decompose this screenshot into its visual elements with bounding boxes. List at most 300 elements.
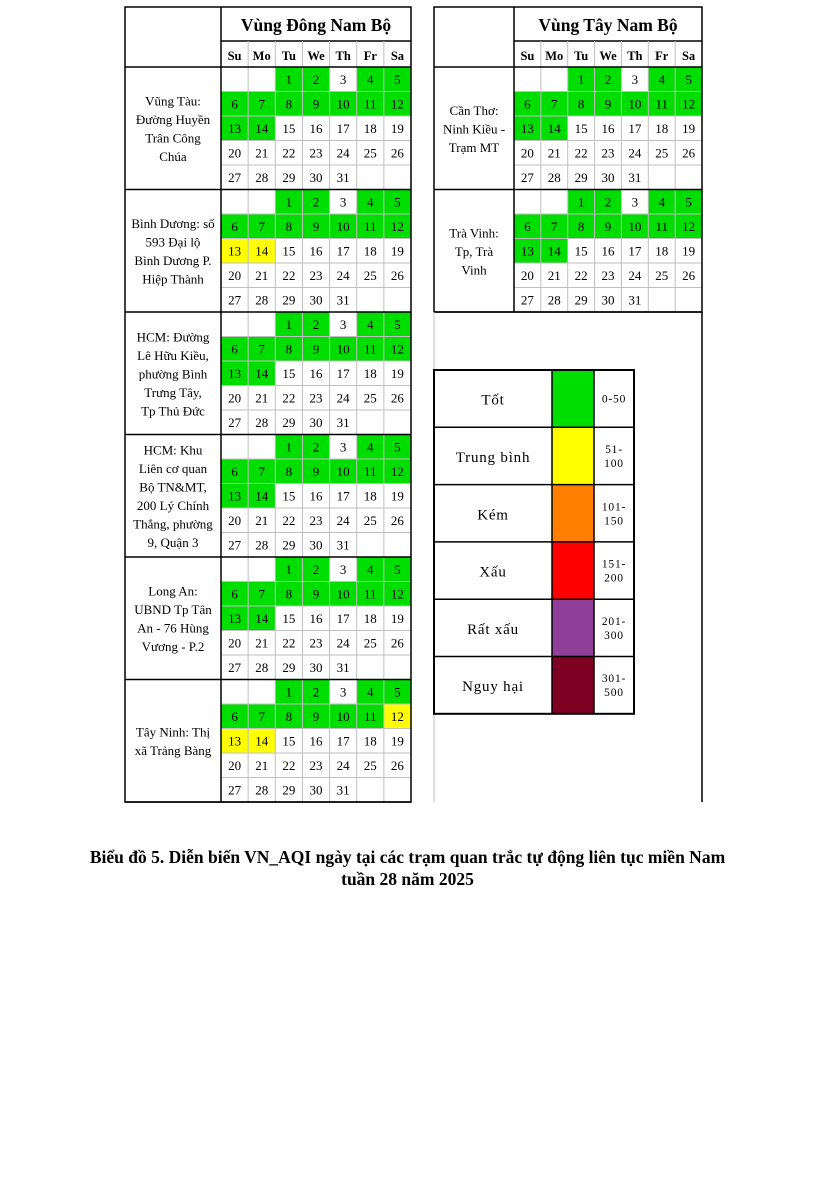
day-number: 30 (309, 660, 323, 675)
day-number: 15 (282, 121, 296, 136)
day-number: 13 (228, 121, 242, 136)
day-number: 3 (631, 194, 639, 210)
day-number: 3 (339, 684, 347, 700)
day-number: 12 (390, 96, 404, 112)
day-number: 12 (390, 464, 404, 479)
day-header: Su (227, 49, 242, 63)
day-number: 24 (336, 758, 350, 773)
day-number: 25 (363, 390, 377, 406)
day-number: 10 (336, 464, 350, 479)
station-label: UBND Tp Tân (134, 602, 212, 617)
day-number: 6 (231, 709, 238, 724)
day-number: 22 (574, 268, 588, 283)
day-header: We (307, 49, 325, 63)
day-number: 19 (390, 366, 404, 381)
day-number: 7 (551, 96, 558, 112)
day-number: 19 (390, 121, 404, 136)
day-number: 11 (655, 96, 668, 112)
legend-swatch (552, 599, 594, 656)
day-number: 28 (255, 170, 269, 185)
legend-swatch (552, 427, 594, 484)
day-number: 14 (547, 121, 561, 136)
station-label: Vương - P.2 (141, 639, 205, 654)
legend-range: 100 (604, 457, 624, 470)
station-label: An - 76 Hùng (137, 620, 209, 636)
day-number: 5 (394, 562, 401, 577)
day-number: 5 (394, 317, 401, 332)
day-number: 23 (309, 635, 323, 651)
day-number: 4 (658, 194, 665, 210)
day-number: 5 (394, 439, 401, 455)
day-number: 6 (524, 219, 531, 234)
station-label: Cần Thơ: (449, 102, 499, 118)
day-number: 8 (285, 96, 293, 112)
day-number: 19 (390, 733, 404, 749)
day-number: 24 (336, 145, 350, 161)
station-label: Chúa (159, 149, 187, 164)
day-number: 5 (394, 684, 401, 700)
day-number: 3 (339, 72, 347, 87)
day-number: 16 (309, 366, 323, 381)
day-number: 3 (631, 72, 639, 87)
legend-range: 500 (604, 687, 624, 700)
day-number: 29 (282, 170, 296, 185)
day-number: 30 (601, 170, 615, 185)
day-number: 14 (255, 243, 269, 259)
legend-swatch (552, 542, 594, 599)
day-number: 26 (390, 145, 404, 161)
station-label: Hiệp Thành (142, 271, 204, 287)
day-number: 13 (228, 733, 242, 749)
legend-swatch (552, 657, 594, 714)
day-number: 10 (628, 219, 642, 234)
day-number: 28 (547, 292, 561, 308)
day-number: 23 (601, 145, 615, 161)
legend-range: 201- (601, 615, 627, 628)
day-number: 21 (255, 513, 269, 528)
day-number: 28 (547, 170, 561, 185)
day-number: 2 (604, 194, 612, 210)
day-number: 9 (312, 709, 320, 724)
day-number: 9 (312, 96, 320, 112)
station-label: Lê Hữu Kiều, (137, 347, 209, 363)
day-number: 27 (520, 292, 534, 308)
day-number: 6 (524, 96, 531, 112)
day-number: 29 (282, 292, 296, 308)
day-number: 5 (685, 194, 692, 210)
day-number: 21 (255, 635, 269, 651)
day-header: We (599, 49, 617, 63)
day-number: 1 (285, 72, 293, 87)
day-number: 31 (628, 292, 642, 308)
caption-line-1: Biểu đồ 5. Diễn biến VN_AQI ngày tại các trạm quan trắc tự động liên tục miền Nam (89, 847, 726, 867)
station-label: Tp, Trà (454, 243, 494, 259)
day-number: 15 (282, 366, 296, 381)
day-number: 12 (390, 586, 404, 602)
day-number: 3 (339, 317, 347, 332)
legend-range: 51- (605, 443, 623, 456)
day-number: 1 (285, 317, 293, 332)
day-number: 16 (309, 488, 323, 504)
day-number: 19 (390, 243, 404, 259)
day-number: 31 (336, 660, 350, 675)
day-number: 8 (285, 341, 293, 357)
day-number: 20 (228, 635, 242, 651)
day-number: 19 (390, 488, 404, 504)
day-number: 26 (390, 635, 404, 651)
day-number: 15 (282, 733, 296, 749)
day-number: 29 (574, 170, 588, 185)
day-number: 8 (577, 219, 585, 234)
day-number: 29 (282, 782, 296, 798)
day-number: 11 (364, 464, 377, 479)
day-number: 21 (255, 145, 269, 161)
day-number: 24 (628, 268, 642, 283)
station-label: 9, Quận 3 (147, 535, 199, 550)
day-number: 13 (520, 121, 534, 136)
day-number: 20 (228, 390, 242, 406)
day-number: 20 (520, 145, 534, 161)
legend-range: 151- (601, 558, 627, 571)
day-number: 26 (390, 390, 404, 406)
station-label: Long An: (148, 583, 198, 599)
day-number: 10 (336, 586, 350, 602)
day-number: 22 (574, 145, 588, 161)
day-number: 9 (604, 219, 612, 234)
day-number: 11 (655, 219, 668, 234)
day-number: 5 (394, 72, 401, 87)
day-number: 14 (255, 611, 269, 626)
day-number: 9 (312, 464, 320, 479)
day-number: 2 (312, 72, 320, 87)
day-number: 25 (655, 268, 669, 283)
day-number: 10 (336, 709, 350, 724)
day-number: 11 (364, 709, 377, 724)
station-label: Vinh (461, 262, 487, 278)
day-number: 23 (601, 268, 615, 283)
day-number: 12 (390, 219, 404, 234)
day-number: 30 (309, 537, 323, 553)
day-number: 8 (285, 464, 293, 479)
day-number: 15 (574, 243, 588, 259)
day-number: 31 (336, 292, 350, 308)
day-number: 23 (309, 513, 323, 528)
day-number: 28 (255, 660, 269, 675)
day-number: 21 (255, 390, 269, 406)
day-number: 31 (336, 782, 350, 798)
day-number: 8 (285, 709, 293, 724)
day-number: 25 (363, 268, 377, 283)
day-number: 14 (255, 366, 269, 381)
day-number: 17 (336, 121, 350, 136)
station-label: Bộ TN&MT, (139, 479, 207, 495)
day-number: 4 (367, 684, 374, 700)
station-label: xã Trảng Bàng (134, 743, 212, 758)
day-number: 11 (364, 219, 377, 234)
day-number: 1 (577, 194, 585, 210)
day-number: 18 (363, 733, 377, 749)
day-number: 20 (228, 145, 242, 161)
day-number: 20 (520, 268, 534, 283)
day-number: 6 (231, 341, 238, 357)
day-number: 30 (309, 415, 323, 430)
day-number: 17 (628, 121, 642, 136)
day-number: 18 (655, 121, 669, 136)
day-number: 18 (655, 243, 669, 259)
day-header: Tu (574, 49, 589, 63)
day-number: 1 (577, 72, 585, 87)
day-number: 10 (336, 96, 350, 112)
day-number: 26 (682, 268, 696, 283)
day-number: 16 (309, 611, 323, 626)
station-label: Vũng Tàu: (145, 93, 201, 109)
day-number: 30 (309, 292, 323, 308)
day-number: 29 (282, 415, 296, 430)
day-number: 15 (282, 488, 296, 504)
day-number: 14 (255, 488, 269, 504)
legend-range: 300 (604, 629, 624, 642)
day-number: 18 (363, 366, 377, 381)
day-number: 14 (255, 733, 269, 749)
legend-range: 101- (601, 501, 627, 514)
station-label: Tây Ninh: Thị (135, 724, 211, 740)
day-number: 30 (309, 170, 323, 185)
day-number: 3 (339, 562, 347, 577)
day-number: 24 (336, 635, 350, 651)
day-number: 17 (336, 243, 350, 259)
legend-range: 301- (601, 673, 627, 686)
legend-label: Trung bình (455, 449, 531, 466)
day-number: 4 (367, 562, 374, 577)
station-label: HCM: Khu (143, 442, 203, 458)
day-number: 23 (309, 758, 323, 773)
station-label: Trà Vinh: (449, 225, 499, 241)
day-number: 11 (364, 586, 377, 602)
legend-range: 0-50 (601, 393, 627, 406)
day-number: 16 (601, 243, 615, 259)
figure-caption (0, 846, 815, 890)
day-number: 19 (682, 121, 696, 136)
day-number: 12 (390, 341, 404, 357)
day-number: 15 (282, 611, 296, 626)
day-number: 24 (336, 513, 350, 528)
station-label: Liên cơ quan (138, 461, 208, 476)
day-number: 8 (285, 219, 293, 234)
day-number: 5 (394, 194, 401, 210)
day-number: 22 (282, 635, 296, 651)
day-number: 22 (282, 145, 296, 161)
day-number: 9 (312, 341, 320, 357)
day-number: 17 (628, 243, 642, 259)
day-number: 26 (390, 513, 404, 528)
day-number: 24 (628, 145, 642, 161)
station-label: Thắng, phường (133, 516, 213, 532)
day-number: 7 (258, 586, 265, 602)
day-number: 27 (228, 660, 242, 675)
day-number: 18 (363, 243, 377, 259)
day-number: 24 (336, 268, 350, 283)
day-number: 17 (336, 611, 350, 626)
day-number: 4 (367, 194, 374, 210)
day-number: 16 (309, 243, 323, 259)
day-number: 13 (228, 243, 242, 259)
day-number: 7 (258, 709, 265, 724)
station-label: Đường Huyền (135, 112, 211, 127)
day-header: Th (627, 49, 643, 63)
legend-swatch (552, 485, 594, 542)
day-number: 2 (312, 194, 320, 210)
day-number: 30 (309, 782, 323, 798)
day-number: 13 (228, 611, 242, 626)
day-number: 2 (312, 439, 320, 455)
day-header: Mo (252, 49, 271, 63)
station-label: Ninh Kiều - (442, 121, 506, 137)
day-number: 27 (520, 170, 534, 185)
day-number: 16 (601, 121, 615, 136)
day-number: 31 (336, 537, 350, 553)
day-number: 6 (231, 219, 238, 234)
day-number: 29 (282, 660, 296, 675)
day-number: 21 (547, 145, 561, 161)
day-number: 12 (390, 709, 404, 724)
station-label: phường Bình (138, 366, 208, 382)
day-number: 29 (282, 537, 296, 553)
day-number: 13 (228, 488, 242, 504)
legend-swatch (552, 370, 594, 427)
day-number: 21 (255, 268, 269, 283)
day-number: 31 (336, 170, 350, 185)
station-label: Tp Thủ Đức (141, 403, 205, 419)
day-number: 9 (312, 586, 320, 602)
day-number: 25 (363, 145, 377, 161)
day-number: 18 (363, 611, 377, 626)
day-number: 13 (228, 366, 242, 381)
day-number: 10 (336, 219, 350, 234)
day-number: 8 (285, 586, 293, 602)
day-number: 18 (363, 121, 377, 136)
day-number: 21 (547, 268, 561, 283)
day-number: 26 (390, 268, 404, 283)
day-number: 27 (228, 292, 242, 308)
station-label: HCM: Đường (136, 329, 210, 345)
day-number: 2 (312, 317, 320, 332)
day-number: 24 (336, 390, 350, 406)
legend-label: Nguy hại (462, 679, 524, 696)
station-label: Bình Dương: số (131, 216, 215, 231)
day-number: 25 (363, 758, 377, 773)
day-number: 28 (255, 292, 269, 308)
day-number: 7 (258, 219, 265, 234)
day-number: 1 (285, 562, 293, 577)
day-number: 19 (682, 243, 696, 259)
day-number: 22 (282, 758, 296, 773)
day-header: Fr (363, 49, 377, 63)
day-number: 21 (255, 758, 269, 773)
day-header: Th (335, 49, 351, 63)
day-number: 7 (258, 341, 265, 357)
day-number: 10 (628, 96, 642, 112)
day-number: 6 (231, 96, 238, 112)
day-number: 27 (228, 782, 242, 798)
day-number: 20 (228, 758, 242, 773)
day-number: 13 (520, 243, 534, 259)
day-number: 7 (258, 464, 265, 479)
day-number: 22 (282, 268, 296, 283)
day-number: 17 (336, 366, 350, 381)
day-number: 31 (336, 415, 350, 430)
day-number: 17 (336, 488, 350, 504)
day-header: Su (520, 49, 535, 63)
day-number: 1 (285, 194, 293, 210)
legend-range: 200 (604, 572, 624, 585)
day-number: 29 (574, 292, 588, 308)
day-number: 4 (367, 72, 374, 87)
day-number: 31 (628, 170, 642, 185)
day-number: 16 (309, 733, 323, 749)
station-label: Trân Công (145, 130, 201, 146)
day-number: 3 (339, 194, 347, 210)
station-label: 593 Đại lộ (145, 234, 201, 250)
day-number: 12 (682, 219, 696, 234)
day-number: 7 (258, 96, 265, 112)
day-number: 12 (682, 96, 696, 112)
day-number: 2 (312, 684, 320, 700)
station-label: 200 Lý Chính (136, 498, 210, 513)
day-number: 15 (574, 121, 588, 136)
day-number: 3 (339, 439, 347, 455)
day-number: 25 (363, 513, 377, 528)
day-number: 14 (547, 243, 561, 259)
day-number: 30 (601, 292, 615, 308)
day-number: 28 (255, 782, 269, 798)
day-number: 17 (336, 733, 350, 749)
day-number: 23 (309, 145, 323, 161)
day-number: 27 (228, 170, 242, 185)
day-number: 4 (367, 439, 374, 455)
day-number: 19 (390, 611, 404, 626)
day-number: 14 (255, 121, 269, 136)
day-number: 23 (309, 390, 323, 406)
station-label: Trạm MT (448, 139, 500, 155)
day-header: Tu (281, 49, 296, 63)
day-number: 25 (655, 145, 669, 161)
day-number: 22 (282, 513, 296, 528)
day-number: 8 (577, 96, 585, 112)
day-number: 9 (604, 96, 612, 112)
legend-label: Rất xấu (467, 621, 519, 638)
day-number: 11 (364, 96, 377, 112)
day-number: 4 (367, 317, 374, 332)
legend-label: Xấu (479, 564, 507, 581)
region-title: Vùng Đông Nam Bộ (240, 15, 392, 35)
day-number: 28 (255, 537, 269, 553)
region-title: Vùng Tây Nam Bộ (538, 15, 678, 35)
day-number: 6 (231, 464, 238, 479)
day-number: 9 (312, 219, 320, 234)
day-number: 6 (231, 586, 238, 602)
day-number: 11 (364, 341, 377, 357)
legend-range: 150 (604, 515, 624, 528)
day-number: 28 (255, 415, 269, 430)
day-number: 1 (285, 684, 293, 700)
day-number: 2 (312, 562, 320, 577)
day-number: 25 (363, 635, 377, 651)
station-label: Trưng Tây, (144, 384, 202, 400)
day-header: Mo (545, 49, 564, 63)
day-number: 27 (228, 537, 242, 553)
station-label: Bình Dương P. (134, 253, 212, 268)
legend-label: Tốt (481, 392, 505, 409)
